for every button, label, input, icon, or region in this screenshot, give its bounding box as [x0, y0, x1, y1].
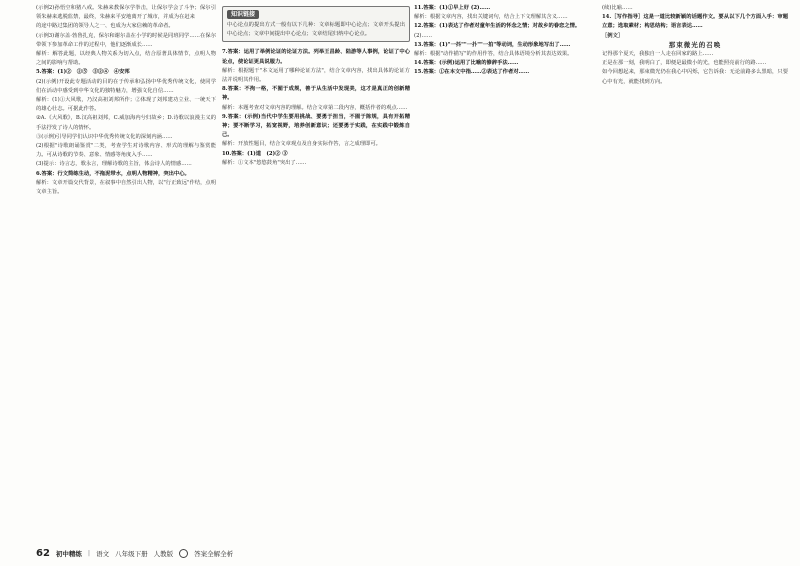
page-number: 62	[36, 547, 50, 559]
paragraph: 解析：根据题干"本文运用了哪种论证方法"，结合文章内容，找出具体的论证方法并说明其作用。	[222, 67, 410, 83]
paragraph: ③(示例)引导同学们认识中华优秀传统文化的深刻内涵……	[36, 133, 173, 140]
paragraph: (2)(示例)开设此专题活动的目的在于传承和弘扬中华优秀传统文化，使同学们在活动中感受到中华文化的独特魅力，增强文化自信……	[36, 78, 216, 94]
answer-14: 14.答案：(示例)运用了比喻的修辞手法……	[414, 60, 519, 67]
divider: |	[87, 549, 91, 557]
essay-paragraph: 如今回想起来，那束微光仍在我心中闪烁，它告诉我：无论前路多么黑暗，只要心中有光，就能找到方向。	[602, 69, 788, 85]
answer-15: 15.答案：①在本文中指……②表达了作者对……	[414, 69, 530, 76]
paragraph: (示例2)孙悟空和猪八戒。朱赫来教保尔学拳击，让保尔学会了斗争；保尔引领朱赫来逃脱监禁，最终，朱赫来平安地离开了城市，并成为在赶来	[36, 5, 216, 21]
edition: 人教版	[153, 549, 174, 558]
subject: 语文	[96, 549, 110, 558]
answer-10: 10.答案：(1)道 (2)② ③	[222, 150, 288, 157]
column-1	[36, 4, 216, 536]
answer-9: 9.答案：(示例)当代中学生要用挑战、要勇于担当，不囿于陈规，具有开拓精神；要不断学习，拓宽视野，培养创新意识；还要勇于实践，在实践中锻炼自己。	[222, 113, 410, 139]
paragraph: 解析：开放性题目，结合文章观点及自身实际作答，言之成理即可。	[222, 141, 381, 148]
paragraph: 的途中路过集团的领导人之一、也成为大家信赖的革命者。	[36, 23, 174, 30]
answer-12: 12.答案：(1)表达了作者对童年生活的怀念之情；对故乡的眷恋之情。	[414, 23, 581, 30]
paragraph: (示例3)谢尔盖·勃鲁扎克，保尔和谢尔盖在小学的时候是同班同学……在保尔带领下参加革命工作的过程中，他们逐渐成长……	[36, 32, 216, 48]
paragraph: (2)……	[414, 32, 433, 39]
paragraph: (续)比喻……	[602, 5, 633, 11]
essay-paragraph: 正是在那一刻，我明白了，即便是最微小的光，也能照亮前行的路……	[602, 60, 767, 67]
column-2	[222, 4, 410, 536]
column-3	[414, 4, 596, 536]
circle-logo-icon	[179, 549, 188, 558]
knowledge-link-label: 知识链接	[227, 10, 259, 19]
answer-13: 13.答案：(1)"一抖""一扑""一拍"等动词，生动形象地写出了……	[414, 41, 571, 48]
essay-title: 那束微光的召唤	[668, 40, 722, 49]
answer-6: 6.答案：行文简练生动，不拖泥带水，点明人物精神，突出中心。	[36, 170, 190, 177]
paragraph: ②A.《大风歌》，B.汉高祖刘邦，C.威加海内兮归故乡；D.诗歌以浪漫主义的手法抒发了诗人的情怀。	[36, 115, 216, 131]
essay-paragraph: 记得那个夏天，我独自一人走在回家的路上……	[602, 51, 714, 58]
paragraph: 解析：文章开篇交代背景，在叙事中自然引出人物，以"行正致远"作结，点明文章主旨。	[36, 179, 216, 196]
knowledge-link-box	[222, 6, 410, 42]
knowledge-link-text: 中心论点的提出方式一般有以下几种：文章标题即中心论点；文章开头提出中心论点；文章中间提出中心论点；文章结尾归纳中心论点。	[227, 22, 405, 37]
grade: 八年级下册	[115, 549, 148, 558]
answer-11: 11.答案：(1)①早上好 (2)……	[414, 5, 491, 11]
writing-guide: 14.［写作指导］这是一道比较新颖的话题作文。要从以下几个方面入手：审题立意；选取素材；构思结构；语言表达……	[602, 14, 788, 30]
answers-label: 答案全解全析	[194, 549, 234, 558]
paragraph: 解析：①文本"悠悠鼓角"突出了……	[222, 159, 307, 166]
answer-8: 8.答案：不拘一格，不囿于成规，善于从生活中发现美，这才是真正的创新精神。	[222, 86, 410, 102]
paragraph: 解析：本题考查对文章内容的理解。结合文章第二段内容，概括作者的观点……	[222, 104, 408, 111]
paragraph: 解析：解答此题，以经典人物关系为切入点，结合原著具体情节，点明人物之间的影响与帮助。	[36, 51, 216, 67]
paragraph: (3)提示：诗言志，歌永言，理解诗歌的主旨，体会诗人的情感……	[36, 161, 192, 168]
paragraph: 解析：(1)①大风歌，乃汉高祖刘邦所作；②体现了刘邦建功立业、一统天下的雄心壮志。可据此作答。	[36, 97, 216, 113]
series-name: 初中精练	[55, 549, 82, 558]
paragraph: (2)根据"诗歌朗诵鉴赏"二类，考查学生对诗歌内容、形式的理解与鉴赏能力。可从诗歌的节奏、意象、情感等角度入手……	[36, 143, 216, 159]
paragraph: 解析：根据文章内容，找出关键词句，结合上下文理解其含义……	[414, 14, 568, 21]
answer-5: 5.答案：(1)② ②⑤ ③②④ ④安邦	[36, 69, 130, 76]
example-essay-tag: ［例文］	[602, 32, 624, 39]
paragraph: 解析：根据"动作描写"的作用作答，结合具体语境分析其表达效果。	[414, 51, 573, 58]
column-4	[602, 4, 788, 536]
page-footer	[36, 546, 596, 560]
answer-7: 7.答案：运用了举例论证的论证方法。列举王昌龄、陆游等人事例，论证了中心论点，使论证更具说服力。	[222, 49, 410, 65]
